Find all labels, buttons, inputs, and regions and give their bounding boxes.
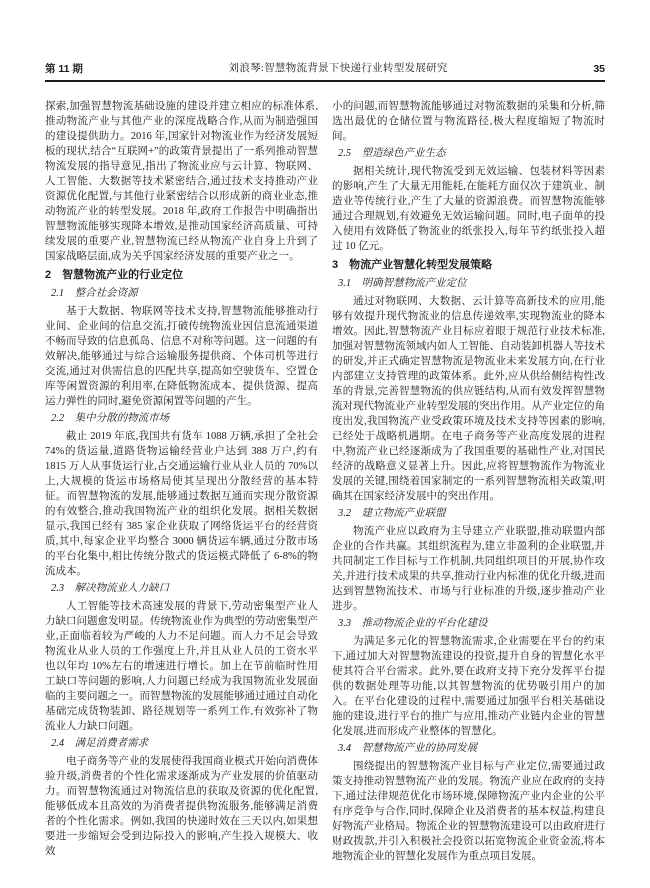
paragraph-2-5: 据相关统计,现代物流受到无效运输、包装材料等因素的影响,产生了大量无用能耗,在能耗方面仅次于建筑业、制造业等传统行业,产生了大量的资源浪费。而智慧物流能够通过合理规划,有效避免无效运输问题。同时,电子面单的投入使用有效降低了物流业的纸张投入,每年节约纸张投入超过 10 亿元。 [332, 166, 605, 252]
section-heading-3: 3 物流产业智慧化转型发展策略 [332, 259, 493, 271]
paragraph-2-3: 人工智能等技术高速发展的背景下,劳动密集型产业人力缺口问题愈发明显。传统物流业作为典型的劳动密集型产业,正面临着较为严峻的人力不足问题。而人力不足会导致物流业从业人员的工作强度上升,并且从业人员的工资水平也以年均 10%左右的增速进行增长。加上在节前临时性用工缺口等问题的影响,人力问题已经成为我国物流业发展面临的主要问题之一。而智慧物流的发展能够通过通过自动化基础完成货物装卸、路径规划等一系列工作,有效弥补了物流业人力缺口问题。 [45, 601, 318, 732]
paragraph-3-3: 为满足多元化的智慧物流需求,企业需要在平台的约束下,通过加大对智慧物流建设的投资,提升自身的智慧化水平使其符合平台需求。此外,要在政府支持下充分发挥平台提供的数据处理等功能,以其智慧物流的优势吸引用户的加入。在平台化建设的过程中,需要通过加强平台相关基础设施的建设,进行平台的推广与应用,推动产业链内企业的智慧化发展,进而形成产业整体的智慧化。 [332, 636, 605, 737]
paragraph-3-2: 物流产业应以政府为主导建立产业联盟,推动联盟内部企业的合作共赢。其组织流程为,建立非盈利的企业联盟,并共同制定工作目标与工作机制,共同组织项目的开展,协作攻关,并进行技术成果的共享,推动行业内标准的优化升级,进而达到智慧物流技术、市场与行业标准的升级,逐步推动产业进步。 [332, 526, 605, 612]
section-heading-2: 2 智慧物流产业的行业定位 [45, 269, 184, 281]
paragraph-2-4-continuation: 小的问题,而智慧物流能够通过对物流数据的采集和分析,筛选出最优的仓储位置与物流路径,极大程度缩短了物流时间。 [332, 101, 605, 142]
issue-number: 第 11 期 [45, 63, 83, 75]
subsection-heading-3-2: 3.2 建立物流产业联盟 [338, 508, 446, 519]
paragraph-3-1: 通过对物联网、大数据、云计算等高新技术的应用,能够有效提升现代物流业的信息传递效率,实现物流业的降本增效。因此,智慧物流产业目标应着眼于规范行业技术标准,加强对智慧物流领域内如人工智能、自动装卸机器人等技术的研发,并正式确定智慧物流是物流业未来发展方向,在行业内部建立支持管理的政策体系。此外,应从供给侧结构性改革的背景,完善智慧物流的供应链结构,从而有效发挥智慧物流对现代物流业产业转型发展的突出作用。从产业定位的角度出发,我国物流产业受政策环境及技术支持等因素的影响,已经处于战略机遇期。在电子商务等产业高度发展的进程中,物流产业已经逐渐成为了我国重要的基础性产业,对国民经济的战略意义显著上升。因此,应将智慧物流作为物流业发展的关键,围绕着国家制定的一系列智慧物流相关政策,明确其在国家经济发展中的突出作用。 [332, 296, 605, 502]
subsection-heading-2-1: 2.1 整合社会资源 [51, 288, 138, 299]
running-head [45, 0, 605, 82]
subsection-heading-3-4: 3.4 智慧物流产业的协同发展 [338, 743, 478, 754]
subsection-heading-3-3: 3.3 推动物流企业的平台化建设 [338, 618, 488, 629]
paragraph-continuation: 探索,加强智慧物流基础设施的建设并建立相应的标准体系,推动物流产业与其他产业的深度战略合作,从而为制造强国的建设提供助力。2016 年,国家针对物流业作为经济发展短板的现状,结合“互联网+”的政策背景提出了一系列推动智慧物流发展的指导意见,指出了物流业应与云计算、物联网、人工智能、大数据等技术紧密结合,通过技术支持推动产业资源优化配置,与其他行业紧密结合以形成新的商业业态,推动物流产业的转型发展。2018 年,政府工作报告中明确指出智慧物流能够实现降本增效,是推动国家经济高质量、可持续发展的重要产业,智慧物流已经从物流产业自身上升到了国家战略层面,成为关乎国家经济发展的重要产业之一。 [45, 101, 318, 262]
page-number: 35 [593, 63, 605, 75]
subsection-heading-3-1: 3.1 明确智慧物流产业定位 [338, 278, 467, 289]
body-columns [45, 99, 605, 864]
paragraph-2-4: 电子商务等产业的发展使得我国商业模式开始向消费体验升级,消费者的个性化需求逐渐成为产业发展的价值驱动力。而智慧物流通过对物流信息的获取及资源的优化配置,能够低成本且高效的为消费者提供物流服务,能够满足消费者的个性化需求。例如,我国的快递时效在三天以内,如果想要进一步缩短会受到边际投入的影响,产生投入规模大、收效 [45, 756, 318, 857]
right-column [332, 99, 605, 864]
subsection-heading-2-5: 2.5 塑造绿色产业生态 [338, 148, 446, 159]
running-head-title: 刘浪琴:智慧物流背景下快递行业转型发展研究 [228, 63, 448, 74]
paragraph-2-1: 基于大数据、物联网等技术支持,智慧物流能够推动行业间、企业间的信息交流,打破传统物流业因信息流通渠道不畅而导致的信息孤岛、信息不对称等问题。这一问题的有效解决,能够通过与综合运输服务提供商、个体司机等进行交流,通过对供需信息的匹配共享,提高如空驶货车、空置仓库等闲置资源的利用率,在降低物流成本、提供货源、提高运力弹性的同时,避免资源闲置等问题的产生。 [45, 306, 318, 407]
left-column [45, 99, 318, 864]
subsection-heading-2-3: 2.3 解决物流业人力缺口 [51, 583, 170, 594]
subsection-heading-2-4: 2.4 满足消费者需求 [51, 738, 149, 749]
paragraph-3-4: 围绕提出的智慧物流产业目标与产业定位,需要通过政策支持推动智慧物流产业的发展。物流产业应在政府的支持下,通过法律规范优化市场环境,保障物流产业内企业的公平有序竞争与合作,同时,保障企业及消费者的基本权益,构建良好物流产业格局。物流企业的智慧物流建设可以由政府进行财政拨款,并引入积极社会投资以拓宽物流企业资金流,将本地物流企业的智慧化发展作为重点项目发展。 [332, 761, 605, 862]
paragraph-2-2: 截止 2019 年底,我国共有货车 1088 万辆,承担了全社会 74%的货运量,道路货物运输经营业户达到 388 万户,约有 1815 万人从事货运行业,占交通运输行业从业人员的 70%以上,大规模的货运市场格局使其呈现出分散经营的基本特征。而智慧物流的发展,能够通过数据互通而实现分散资源的有效整合,推动我国物流产业的组织化发展。据相关数据显示,我国已经有 385 家企业获取了网络货运平台的经营资质,其中,每家企业平均整合 3000 辆货运车辆,通过分散市场的平台化集中,相比传统分散式的货运模式降低了 6-8%的物流成本。 [45, 431, 318, 577]
subsection-heading-2-2: 2.2 集中分散的物流市场 [51, 413, 170, 424]
